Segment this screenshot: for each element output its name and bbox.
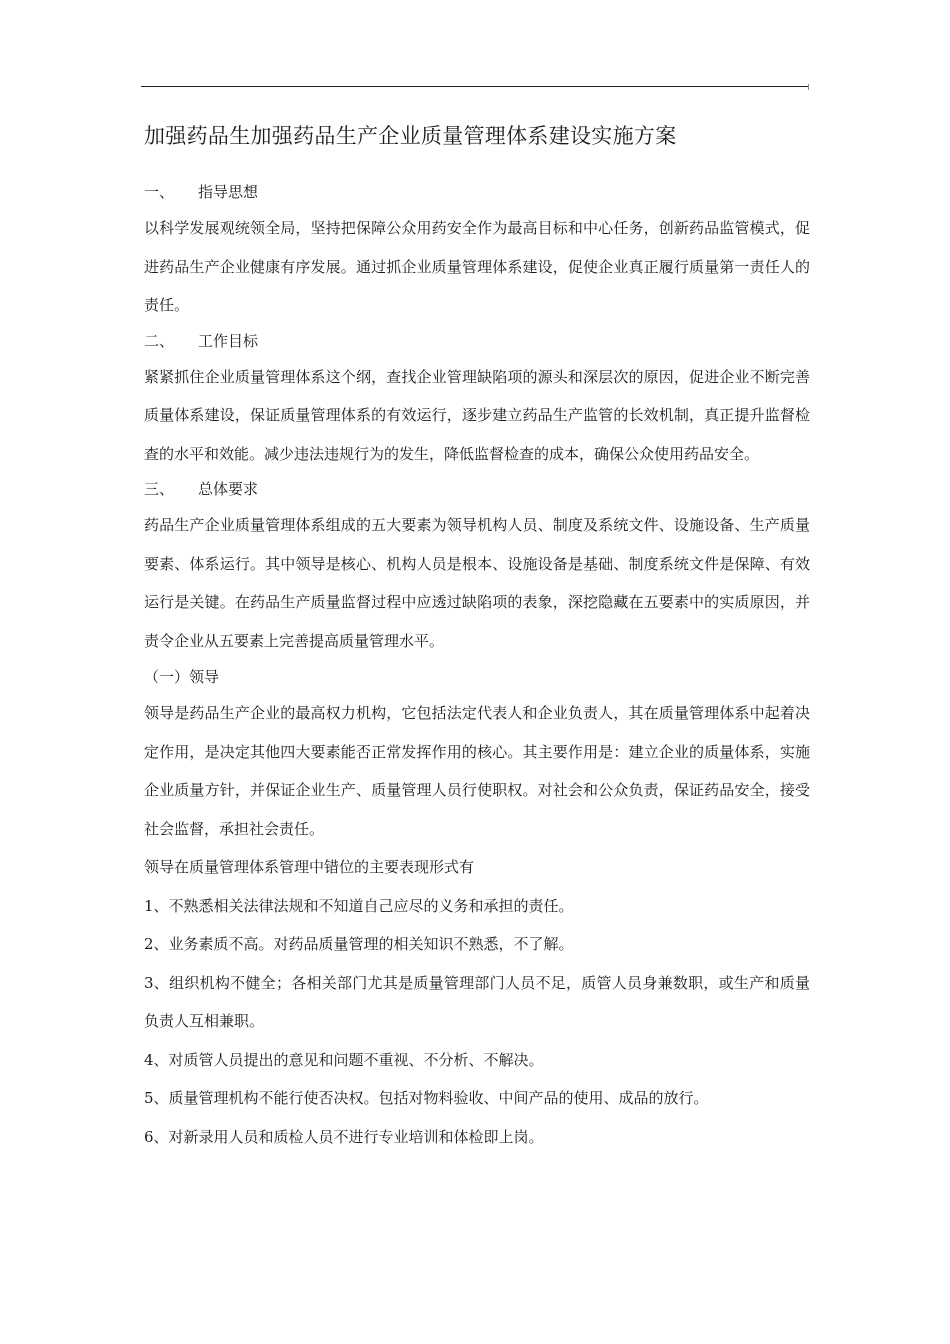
document-title: 加强药品生加强药品生产企业质量管理体系建设实施方案 bbox=[144, 124, 677, 148]
section-number: 二、 bbox=[144, 331, 175, 350]
section-title: 总体要求 bbox=[198, 480, 259, 498]
section-title: 指导思想 bbox=[198, 183, 259, 201]
section-title: 工作目标 bbox=[198, 331, 259, 350]
list-item: 4、对质管人员提出的意见和问题不重视、不分析、不解决。 bbox=[144, 1050, 544, 1069]
section-heading-2 bbox=[144, 325, 810, 358]
section-number: 一、 bbox=[144, 183, 175, 201]
section-number: 三、 bbox=[144, 480, 175, 498]
list-item: 5、质量管理机构不能行使否决权。包括对物料验收、中间产品的使用、成品的放行。 bbox=[144, 1089, 709, 1107]
header-tick bbox=[808, 84, 809, 90]
subsection-heading: （一）领导 bbox=[144, 668, 220, 686]
section-paragraph: 紧紧抓住企业质量管理体系这个纲，查找企业管理缺陷项的源头和深层次的原因，促进企业不断完善质量体系建设，保证质量管理体系的有效运行，逐步建立药品生产监管的长效机制，真正提升监督检查的水平和效能。减少违法违规行为的发生，降低监督检查的成本，确保公众使用药品安全。 bbox=[144, 367, 810, 463]
list-item: 3、组织机构不健全；各相关部门尤其是质量管理部门人员不足，质管人员身兼数职，或生产和质量负责人互相兼职。 bbox=[144, 973, 810, 1030]
list-item: 6、对新录用人员和质检人员不进行专业培训和体检即上岗。 bbox=[144, 1127, 544, 1146]
section-heading-3 bbox=[144, 473, 810, 506]
subsection-paragraph: 领导是药品生产企业的最高权力机构，它包括法定代表人和企业负责人，其在质量管理体系中起着决定作用，是决定其他四大要素能否正常发挥作用的核心。其主要作用是：建立企业的质量体系，实施企业质量方针，并保证企业生产、质量管理人员行使职权。对社会和公众负责，保证药品安全，接受社会监督，承担社会责任。 bbox=[144, 704, 810, 838]
section-heading-1 bbox=[144, 176, 810, 209]
section-paragraph: 以科学发展观统领全局，坚持把保障公众用药安全作为最高目标和中心任务，创新药品监管模式，促进药品生产企业健康有序发展。通过抓企业质量管理体系建设，促使企业真正履行质量第一责任人的责任。 bbox=[144, 219, 810, 314]
document-body bbox=[144, 118, 810, 1156]
subsection-paragraph: 领导在质量管理体系管理中错位的主要表现形式有 bbox=[144, 858, 475, 876]
list-item: 2、业务素质不高。对药品质量管理的相关知识不熟悉，不了解。 bbox=[144, 935, 574, 953]
header-rule bbox=[141, 86, 808, 87]
list-item: 1、不熟悉相关法律法规和不知道自己应尽的义务和承担的责任。 bbox=[144, 896, 574, 915]
section-paragraph: 药品生产企业质量管理体系组成的五大要素为领导机构人员、制度及系统文件、设施设备、生产质量要素、体系运行。其中领导是核心、机构人员是根本、设施设备是基础、制度系统文件是保障、有效运行是关键。在药品生产质量监督过程中应透过缺陷项的表象，深挖隐藏在五要素中的实质原因，并责令企业从五要素上完善提高质量管理水平。 bbox=[144, 516, 810, 650]
